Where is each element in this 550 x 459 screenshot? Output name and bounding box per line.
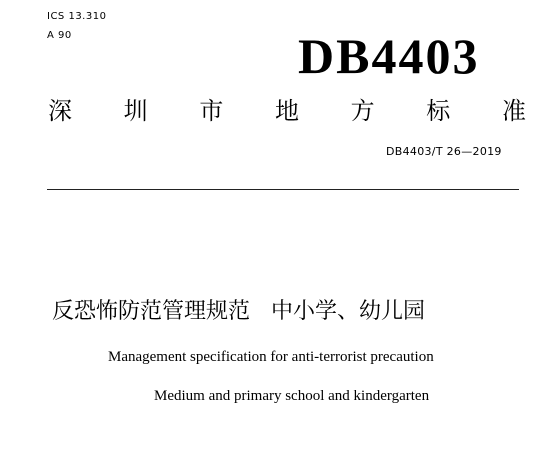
standard-type-char: 标 xyxy=(426,97,451,125)
ccs-code: A 90 xyxy=(47,30,72,41)
standard-type-char: 方 xyxy=(350,97,375,125)
standard-code: DB4403 xyxy=(298,28,480,84)
ics-code: ICS 13.310 xyxy=(47,11,107,22)
standard-type-char: 准 xyxy=(501,97,526,125)
document-title-chinese: 反恐怖防范管理规范 中小学、幼儿园 xyxy=(52,299,425,324)
standard-type-char: 圳 xyxy=(123,97,148,125)
document-title-english-line-1: Management specification for anti-terrorist precaution xyxy=(108,349,434,365)
standard-type-char: 地 xyxy=(274,97,299,125)
standard-type-char: 深 xyxy=(48,97,72,125)
document-title-english-line-2: Medium and primary school and kindergarten xyxy=(154,388,430,404)
standard-number: DB4403/T 26—2019 xyxy=(386,145,502,158)
header-divider xyxy=(47,189,519,190)
standard-type-char: 市 xyxy=(199,97,224,125)
standard-type-name xyxy=(48,96,526,126)
